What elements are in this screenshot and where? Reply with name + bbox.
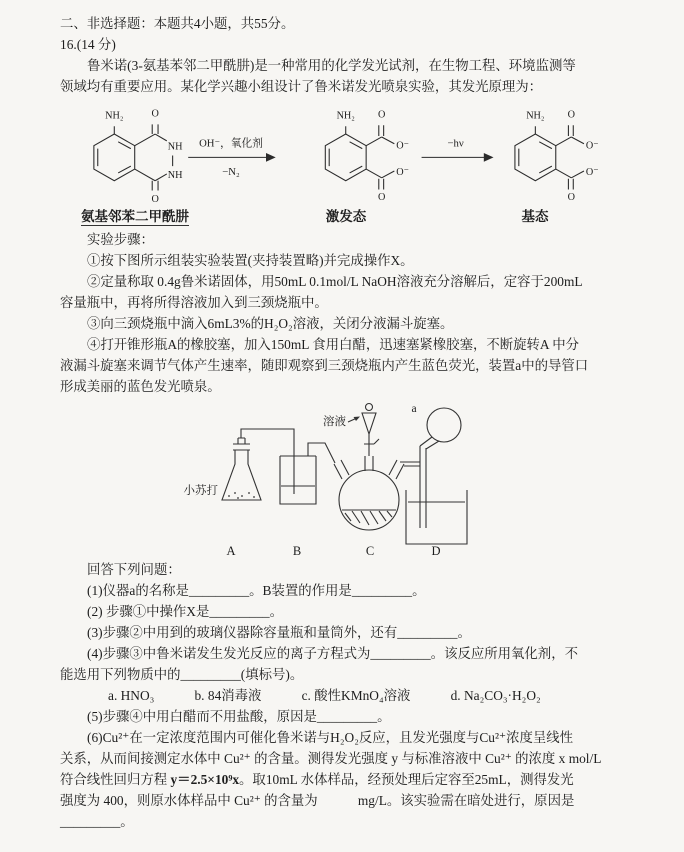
question-6-line-5: _________。 — [60, 814, 134, 829]
oxide-label: O⁻ — [585, 140, 599, 152]
washing-bottle-b — [280, 443, 335, 504]
soda-label: 小苏打 — [183, 485, 218, 497]
structure-captions — [54, 205, 618, 227]
oxygen-label: O — [567, 192, 576, 204]
step-4-line-3: 形成美丽的蓝色发光喷泉。 — [60, 379, 221, 394]
arrow1-conditions-bottom: −N₂ — [222, 165, 240, 178]
oxide-label: O⁻ — [396, 140, 410, 152]
q6-regression-formula: y＝2.5×10⁹x — [170, 772, 240, 787]
question-6-line-3 — [60, 769, 628, 790]
three-neck-flask-c — [334, 456, 404, 530]
step-2-line-1: ②定量称取 0.4g鲁米诺固体，用50mL 0.1mol/L NaOH溶液充分溶解后，定容于200mL — [87, 274, 583, 289]
structure-caption-luminol: 氨基邻苯二甲酰肼 — [81, 205, 189, 226]
question-4-line-2: 能选用下列物质中的_________(填标号)。 — [60, 667, 304, 682]
oxygen-label: O — [151, 194, 159, 206]
intro-line-2: 领域均有重要应用。某化学兴趣小组设计了鲁米诺发光喷泉实验，其发光原理为： — [60, 79, 543, 94]
round-flask-a — [420, 408, 461, 449]
step-1: ①按下图所示组装实验装置(夹持装置略)并完成操作X。 — [87, 253, 414, 268]
oxygen-label: O — [567, 109, 576, 121]
q6-regression-post: 。取10mL 水体样品，经预处理后定容至25mL，测得发光 — [239, 772, 574, 787]
amino-group-label: NH₂ — [526, 110, 545, 122]
amino-group-label: NH₂ — [105, 110, 124, 122]
question-4-options: a. HNO₃ b. 84消毒液 c. 酸性KMnO₄溶液 d. Na₂CO₃·H₂O₂ — [108, 688, 541, 703]
question-1: (1)仪器a的名称是_________。B装置的作用是_________。 — [87, 583, 426, 598]
oxide-label: O⁻ — [396, 166, 410, 178]
solution-label: 溶液 — [323, 416, 346, 428]
intro-line-1: 鲁米诺(3-氨基苯邻二甲酰肼)是一种常用的化学发光试剂，在生物工程、环境监测等 — [87, 58, 576, 73]
dropping-funnel — [362, 404, 379, 457]
q6-regression-pre: 符合线性回归方程 — [60, 772, 171, 787]
steps-title: 实验步骤： — [87, 232, 154, 247]
question-6-line-1: (6)Cu²⁺在一定浓度范围内可催化鲁米诺与H₂O₂反应，且发光强度与Cu²⁺浓度呈线性 — [87, 730, 574, 745]
arrow2-conditions: −hν — [447, 137, 464, 150]
apparatus-letter-d: D — [431, 544, 441, 558]
reaction-arrow-1 — [188, 137, 276, 178]
reaction-scheme — [54, 99, 628, 229]
tube-a-b — [241, 429, 294, 456]
step-4-line-1: ④打开锥形瓶A的橡胶塞，加入150mL 食用白醋，迅速塞紧橡胶塞，不断旋转A 中分 — [87, 337, 579, 352]
reaction-scheme-svg — [54, 99, 618, 208]
step-3: ③向三颈烧瓶中滴入6mL3%的H₂O₂溶液，关闭分液漏斗旋塞。 — [87, 316, 454, 331]
structure-caption-excited: 激发态 — [325, 209, 367, 224]
questions-title: 回答下列问题： — [87, 562, 181, 577]
oxygen-label: O — [378, 192, 386, 204]
step-2-line-2: 容量瓶中，再将所得溶液加入到三颈烧瓶中。 — [60, 295, 328, 310]
question-5: (5)步骤④中用白醋而不用盐酸，原因是_________。 — [87, 709, 391, 724]
arrow1-conditions-top: OH⁻，氧化剂 — [199, 137, 263, 150]
section-header: 二、非选择题：本题共4小题，共55分。 — [60, 16, 295, 31]
reaction-arrow-2 — [422, 138, 494, 162]
excited-state-structure — [325, 125, 394, 189]
ground-state-structure — [515, 125, 584, 189]
conical-flask-a — [222, 438, 261, 500]
question-6-line-4: 强度为 400，则原水体样品中 Cu²⁺ 的含量为 mg/L。该实验需在暗处进行，原因是 — [60, 793, 575, 808]
apparatus-letter-a: A — [226, 544, 236, 558]
beaker-d — [406, 490, 467, 544]
question-3: (3)步骤②中用到的玻璃仪器除容量瓶和量筒外，还有_________。 — [87, 625, 471, 640]
oxygen-label: O — [151, 108, 159, 120]
question-4-line-1: (4)步骤③中鲁米诺发生发光反应的离子方程式为_________。该反应所用氧化剂，不 — [87, 646, 578, 661]
flask-a-label: a — [411, 403, 417, 415]
amino-group-label: NH₂ — [336, 110, 355, 122]
nh-label: NH — [167, 169, 183, 181]
apparatus-letter-b: B — [292, 544, 302, 558]
question-6-line-2: 关系，从而间接测定水体中 Cu²⁺ 的含量。测得发光强度 y 与标准溶液中 Cu²⁺ 的浓度 x mol/L — [60, 751, 602, 766]
fountain-tube — [420, 446, 426, 528]
question-number: 16.(14 分) — [60, 37, 116, 52]
apparatus-letter-c: C — [365, 544, 375, 558]
luminol-structure — [94, 124, 173, 190]
apparatus-figure — [54, 400, 628, 558]
question-2: (2) 步骤①中操作X是_________。 — [87, 604, 284, 619]
oxide-label: O⁻ — [585, 166, 599, 178]
structure-caption-ground: 基态 — [521, 209, 549, 224]
oxygen-label: O — [378, 109, 386, 121]
apparatus-svg — [54, 400, 618, 558]
step-4-line-2: 液漏斗旋塞来调节气体产生速率，随即观察到三颈烧瓶内产生蓝色荧光，装置a中的导管口 — [60, 358, 589, 373]
nh-label: NH — [167, 141, 183, 153]
